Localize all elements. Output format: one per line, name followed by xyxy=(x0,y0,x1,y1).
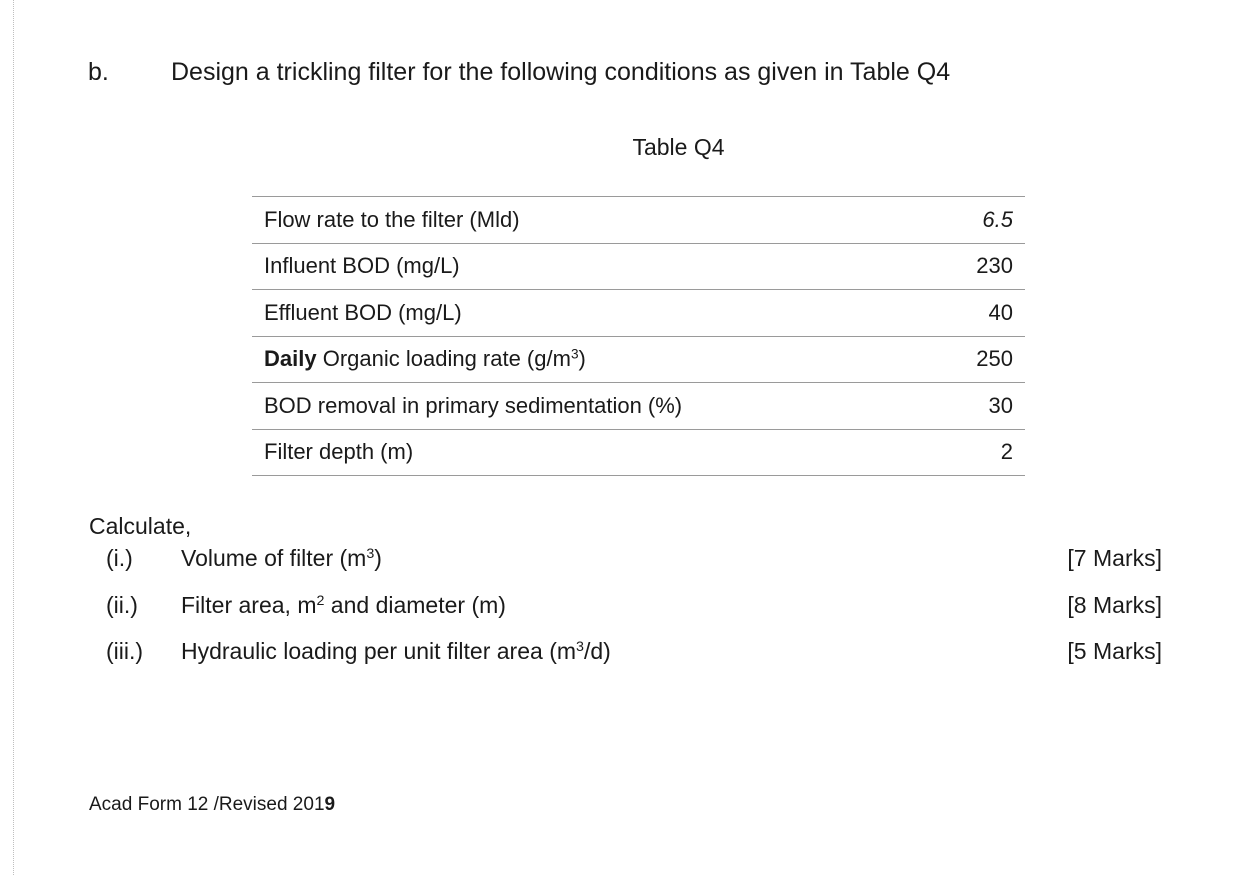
table-row xyxy=(252,290,1025,337)
task-marks: [8 Marks] xyxy=(1067,592,1162,618)
row-parameter-sup: 3 xyxy=(570,346,579,362)
task-description xyxy=(181,638,611,665)
row-value: 250 xyxy=(976,346,1013,372)
task-item xyxy=(0,638,1242,670)
row-parameter: BOD removal in primary sedimentation (%) xyxy=(264,392,683,418)
row-parameter-bold: Daily xyxy=(264,346,317,372)
page-margin-rule xyxy=(0,0,14,875)
task-number: (i.) xyxy=(106,545,133,571)
row-parameter: Effluent BOD (mg/L) xyxy=(264,299,462,325)
task-number: (iii.) xyxy=(106,638,144,664)
calculate-heading: Calculate, xyxy=(89,513,192,539)
row-parameter: Flow rate to the filter (Mld) xyxy=(264,206,520,232)
form-footer xyxy=(89,794,335,816)
row-parameter-rest: Organic loading rate (g/m xyxy=(316,346,571,372)
row-parameter: Filter depth (m) xyxy=(264,439,414,465)
table-row xyxy=(252,337,1025,384)
table-row xyxy=(252,430,1025,477)
table-row xyxy=(252,383,1025,430)
question-text: Design a trickling filter for the following conditions as given in Table Q4 xyxy=(171,58,951,86)
table-caption: Table Q4 xyxy=(632,134,725,160)
row-value: 30 xyxy=(988,392,1013,418)
table-row xyxy=(252,197,1025,244)
task-description-sup: 2 xyxy=(316,593,325,610)
row-parameter: Influent BOD (mg/L) xyxy=(264,253,460,279)
task-description xyxy=(181,545,382,572)
row-value: 2 xyxy=(1000,439,1013,465)
table-row xyxy=(252,244,1025,291)
footer-text: Acad Form 12 /Revised 201 xyxy=(89,794,325,815)
task-description-end: ) xyxy=(374,545,382,571)
task-description-text: Filter area, m xyxy=(181,592,317,618)
task-description-end: /d) xyxy=(583,638,611,664)
row-value: 40 xyxy=(988,299,1013,325)
task-number: (ii.) xyxy=(106,592,138,618)
question-label: b. xyxy=(88,58,109,86)
row-value: 6.5 xyxy=(982,206,1013,232)
footer-bold-digit: 9 xyxy=(324,794,336,815)
task-description-text: Volume of filter (m xyxy=(181,545,367,571)
row-parameter-end: ) xyxy=(578,346,586,372)
task-description-text: Hydraulic loading per unit filter area (m xyxy=(181,638,577,664)
task-item xyxy=(0,592,1242,624)
task-description-sup: 3 xyxy=(576,639,584,656)
row-parameter xyxy=(252,346,586,372)
task-item xyxy=(0,545,1242,577)
task-marks: [7 Marks] xyxy=(1067,545,1162,571)
task-marks: [5 Marks] xyxy=(1067,638,1162,664)
row-value: 230 xyxy=(976,253,1013,279)
specification-table xyxy=(252,196,1025,476)
task-description-sup: 3 xyxy=(366,546,375,563)
task-description xyxy=(181,592,506,619)
task-description-end: and diameter (m) xyxy=(324,592,506,618)
